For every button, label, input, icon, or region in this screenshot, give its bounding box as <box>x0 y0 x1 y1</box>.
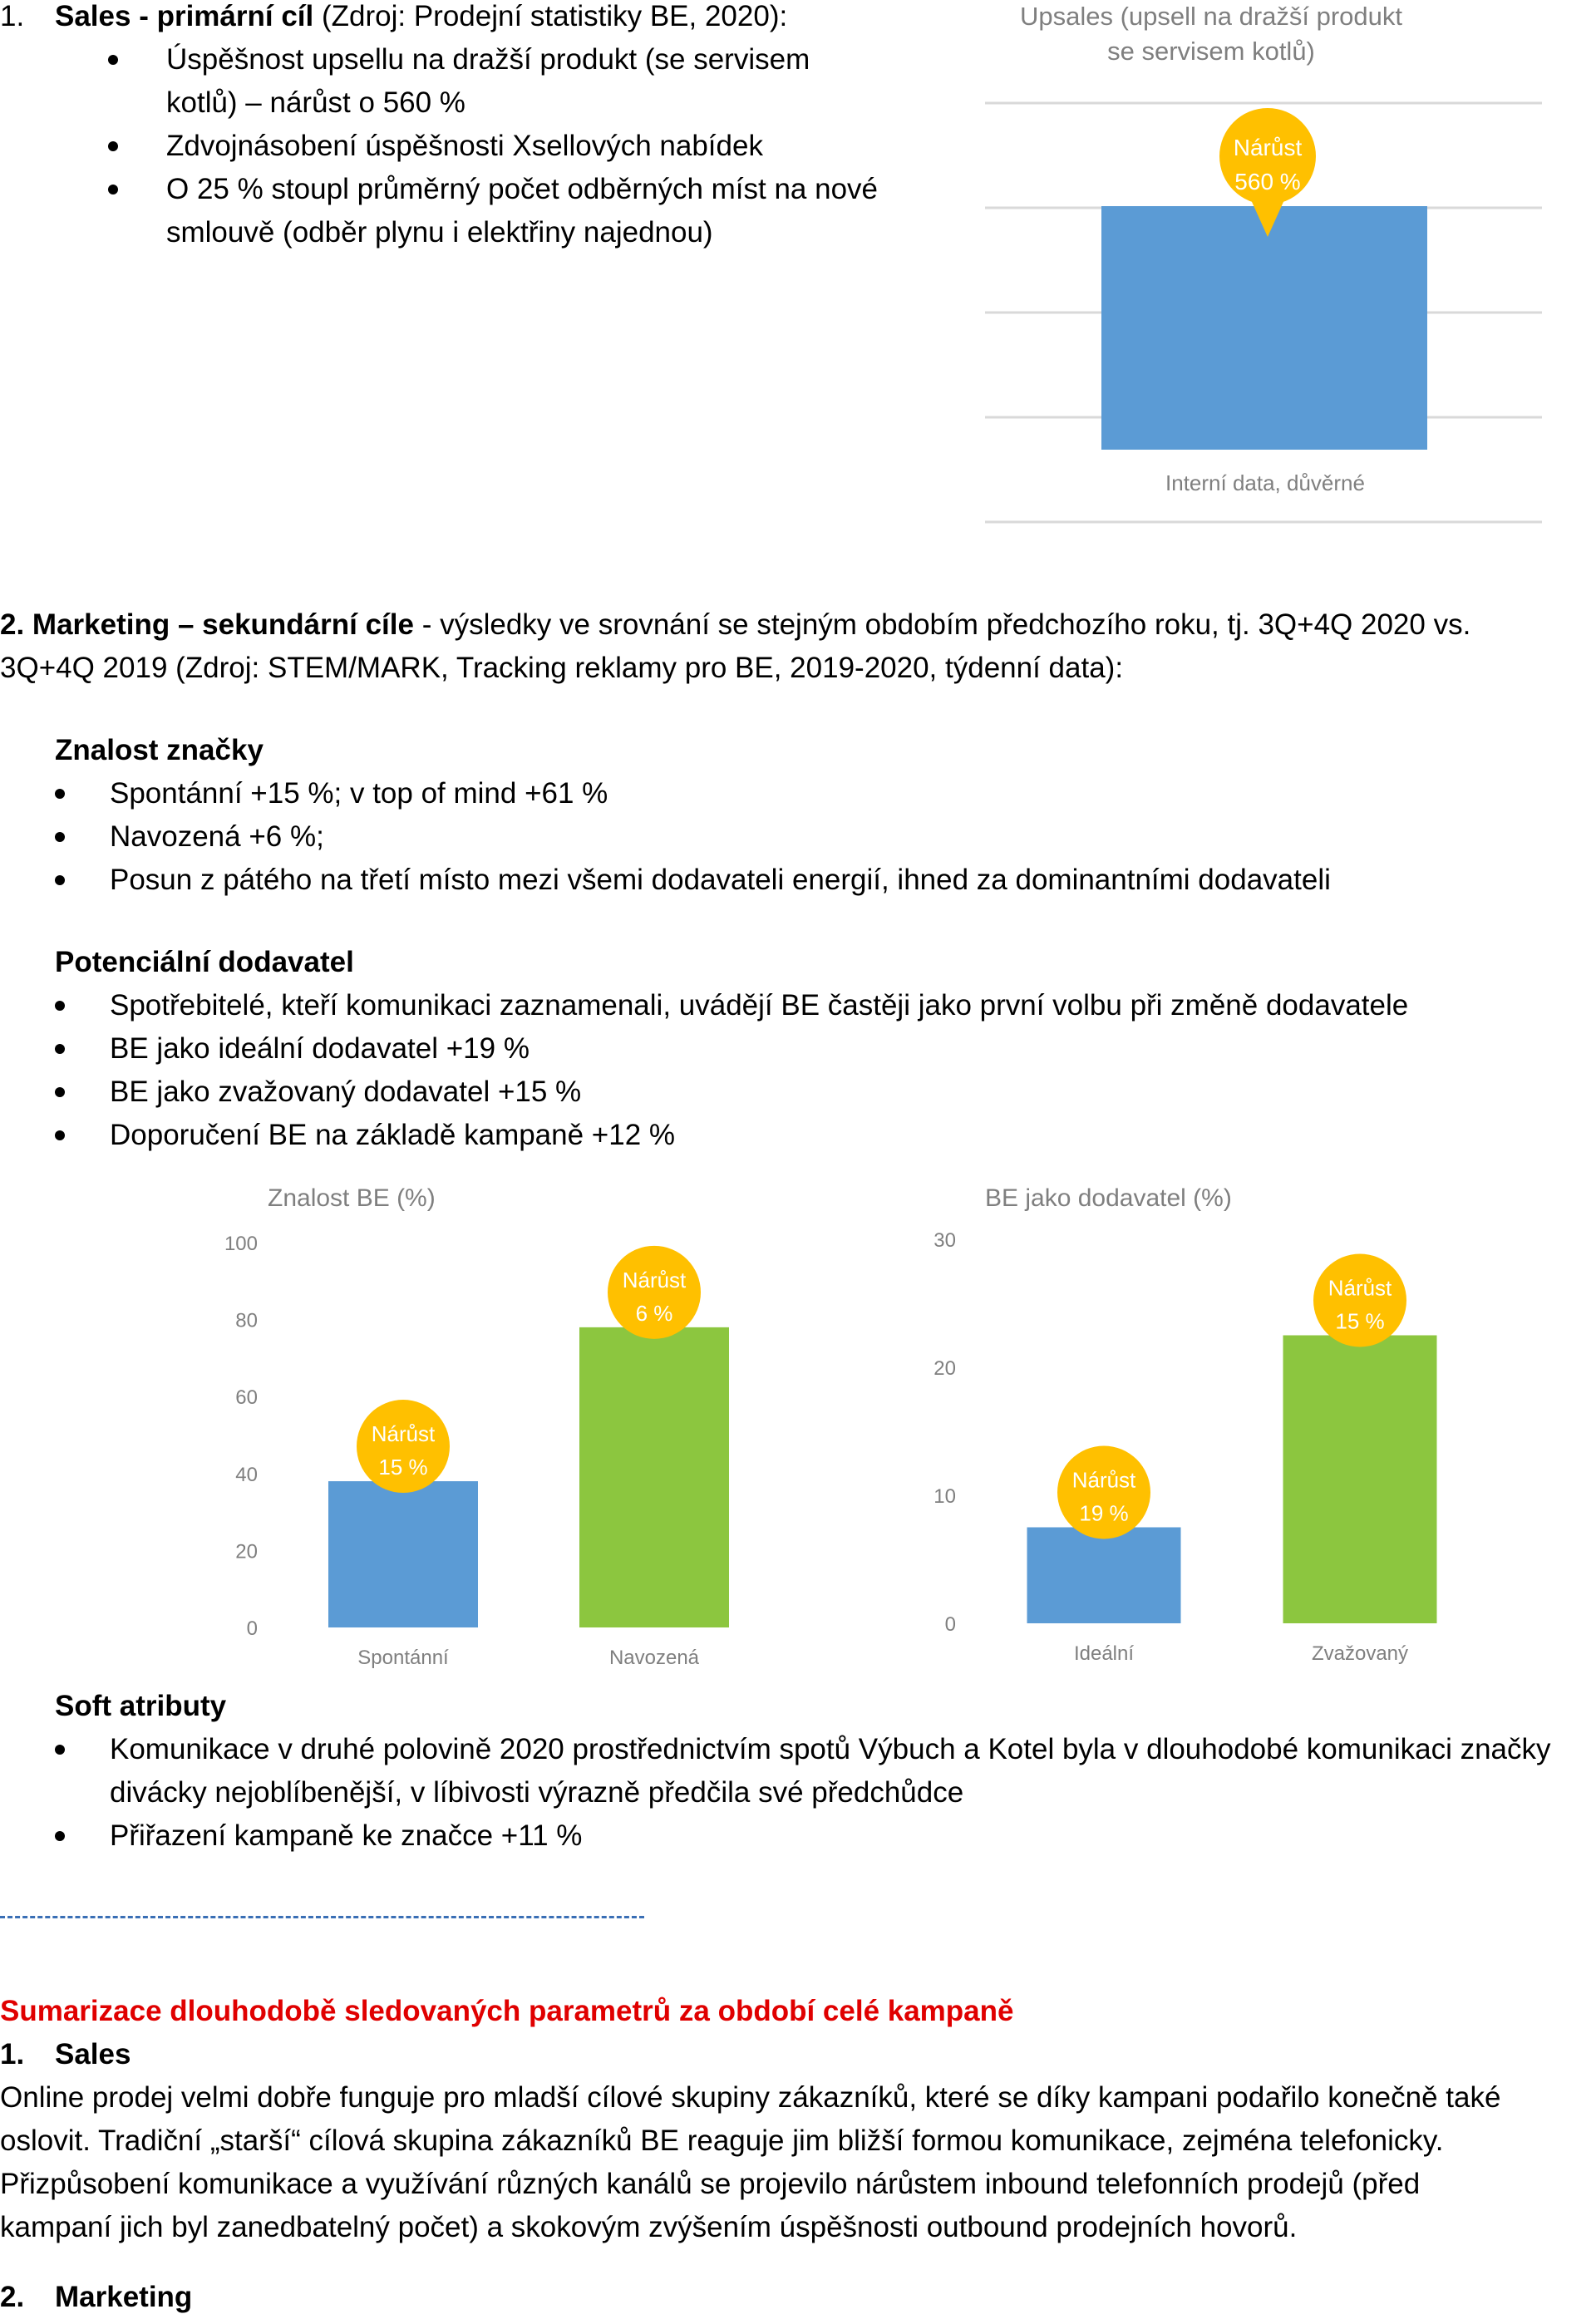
pin-label: Nárůst <box>1071 1467 1136 1493</box>
y-tick-label: 40 <box>235 1463 258 1486</box>
upsales-category-label: Interní data, důvěrné <box>1165 470 1365 495</box>
x-category-label: Spontánní <box>357 1647 449 1669</box>
section2-intro-text: - výsledky ve srovnání se stejným obdobím předchozího roku, tj. 3Q+4Q 2020 vs. <box>413 608 1471 641</box>
paragraph-line: Přizpůsobení komunikace a využívání různých kanálů se projevilo nárůstem inbound telefonních prodejů (před <box>0 2168 1421 2200</box>
increase-pin <box>1057 1446 1150 1539</box>
section1-number: 1. <box>0 0 25 32</box>
secondary-goals-label: – sekundární cíle <box>170 608 414 641</box>
bar-Navozená <box>579 1327 729 1627</box>
y-tick-label: 0 <box>246 1617 258 1640</box>
paragraph-line: oslovit. Tradiční „starší“ cílová skupina zákazníků BE reaguje jim bližší formou komunikace, zejména telefonicky. <box>0 2125 1444 2157</box>
upsales-chart <box>956 0 1596 532</box>
section1-title: Sales - primární cíl <box>55 0 314 32</box>
upsales-pin-line1: Nárůst <box>1233 135 1303 160</box>
section2-intro-line2: 3Q+4Q 2019 (Zdroj: STEM/MARK, Tracking reklamy pro BE, 2019-2020, týdenní data): <box>0 652 1124 684</box>
y-tick-label: 20 <box>933 1357 956 1380</box>
list-item: Posun z pátého na třetí místo mezi všemi dodavateli energií, ihned za dominantními dodavateli <box>55 859 1551 902</box>
list-item: Komunikace v druhé polovině 2020 prostřednictvím spotů Výbuch a Kotel byla v dlouhodobé komunikaci značky divácky nejoblíbenější, v líbivosti výrazně předčila své předchůdce <box>55 1728 1568 1814</box>
znalost-chart <box>191 1168 765 1679</box>
paragraph-line: kampaní jich byl zanedbatelný počet) a skokovým zvýšením úspěšnosti outbound prodejních hovorů. <box>0 2211 1298 2243</box>
potencialni-bullets <box>55 984 1551 1157</box>
summary-heading: Sumarizace dlouhodobě sledovaných parametrů za období celé kampaně <box>0 1995 1014 2027</box>
znalost-chart-title: Znalost BE (%) <box>268 1184 436 1212</box>
dodavatel-y-ticks <box>933 1229 956 1636</box>
soft-bullets <box>55 1728 1568 1858</box>
pin-value: 6 % <box>635 1300 673 1326</box>
increase-pin <box>1313 1254 1406 1347</box>
section1-heading <box>0 0 898 38</box>
x-category-label: Zvažovaný <box>1311 1642 1409 1665</box>
pin-value: 15 % <box>378 1455 428 1480</box>
summary-marketing-title: Marketing <box>55 2281 193 2313</box>
summary-sales-paragraph <box>0 2076 1596 2249</box>
pin-label: Nárůst <box>1328 1275 1392 1301</box>
pin-value: 15 % <box>1335 1308 1385 1334</box>
znalost-y-ticks <box>224 1233 258 1640</box>
summary-sales-title: Sales <box>55 2038 131 2070</box>
paragraph-line: Online prodej velmi dobře funguje pro mladší cílové skupiny zákazníků, které se díky kampani podařilo konečně také <box>0 2081 1501 2114</box>
summary-sales-heading <box>0 2033 131 2076</box>
upsales-pin-line2: 560 % <box>1234 169 1301 194</box>
y-tick-label: 0 <box>944 1613 956 1636</box>
bar-Spontánní <box>328 1481 478 1627</box>
upsales-bar <box>1101 206 1427 450</box>
section1-bullets <box>166 38 881 254</box>
dodavatel-chart-title: BE jako dodavatel (%) <box>985 1184 1232 1212</box>
marketing-label: 2. Marketing <box>0 608 170 641</box>
bar-Ideální <box>1027 1528 1181 1624</box>
list-item: Spotřebitelé, kteří komunikaci zaznamenali, uvádějí BE častěji jako první volbu při změně dodavatele <box>55 984 1551 1027</box>
pin-value: 19 % <box>1079 1500 1129 1526</box>
list-item: BE jako zvažovaný dodavatel +15 % <box>55 1071 1551 1114</box>
y-tick-label: 10 <box>933 1485 956 1508</box>
summary-sales-number: 1. <box>0 2038 25 2070</box>
soft-heading: Soft atributy <box>55 1690 227 1722</box>
y-tick-label: 20 <box>235 1540 258 1563</box>
dodavatel-bars <box>1027 1254 1437 1624</box>
pin-label: Nárůst <box>622 1267 687 1292</box>
y-tick-label: 80 <box>235 1309 258 1332</box>
bar-Zvažovaný <box>1283 1336 1437 1624</box>
x-category-label: Ideální <box>1073 1642 1135 1665</box>
list-item: BE jako ideální dodavatel +19 % <box>55 1027 1551 1071</box>
y-tick-label: 60 <box>235 1386 258 1410</box>
summary-marketing-heading <box>0 2276 192 2319</box>
list-item: O 25 % stoupl průměrný počet odběrných míst na nové smlouvě (odběr plynu i elektřiny najednou) <box>166 168 881 254</box>
list-item: Spontánní +15 %; v top of mind +61 % <box>55 772 1551 815</box>
list-item: Přiřazení kampaně ke značce +11 % <box>55 1814 1568 1858</box>
upsales-title-part: Upsales (upsell na dražší produkt <box>1019 2 1403 31</box>
list-item: Doporučení BE na základě kampaně +12 % <box>55 1114 1551 1157</box>
increase-pin <box>608 1246 701 1339</box>
list-item: Zdvojnásobení úspěšnosti Xsellových nabídek <box>166 125 881 168</box>
section1-source: (Zdroj: Prodejní statistiky BE, 2020): <box>313 0 788 32</box>
pin-label: Nárůst <box>371 1421 436 1447</box>
znalost-bullets <box>55 772 1551 902</box>
dodavatel-chart <box>914 1168 1513 1679</box>
potencialni-heading: Potenciální dodavatel <box>55 946 354 978</box>
znalost-heading: Znalost značky <box>55 734 264 766</box>
upsales-title-part: se servisem kotlů) <box>1107 37 1315 66</box>
summary-marketing-number: 2. <box>0 2281 25 2313</box>
upsales-title-line1 <box>1020 2 1402 66</box>
znalost-x-labels <box>357 1647 699 1669</box>
y-tick-label: 100 <box>224 1233 258 1255</box>
list-item: Navozená +6 %; <box>55 815 1551 859</box>
x-category-label: Navozená <box>608 1647 700 1669</box>
dodavatel-x-labels <box>1074 1642 1408 1665</box>
znalost-bars <box>328 1246 729 1627</box>
list-item: Úspěšnost upsellu na dražší produkt (se servisem kotlů) – nárůst o 560 % <box>166 38 881 125</box>
y-tick-label: 30 <box>933 1229 956 1252</box>
section2-intro-line1 <box>0 603 1596 647</box>
section-divider <box>0 1916 644 1918</box>
increase-pin <box>357 1400 450 1493</box>
